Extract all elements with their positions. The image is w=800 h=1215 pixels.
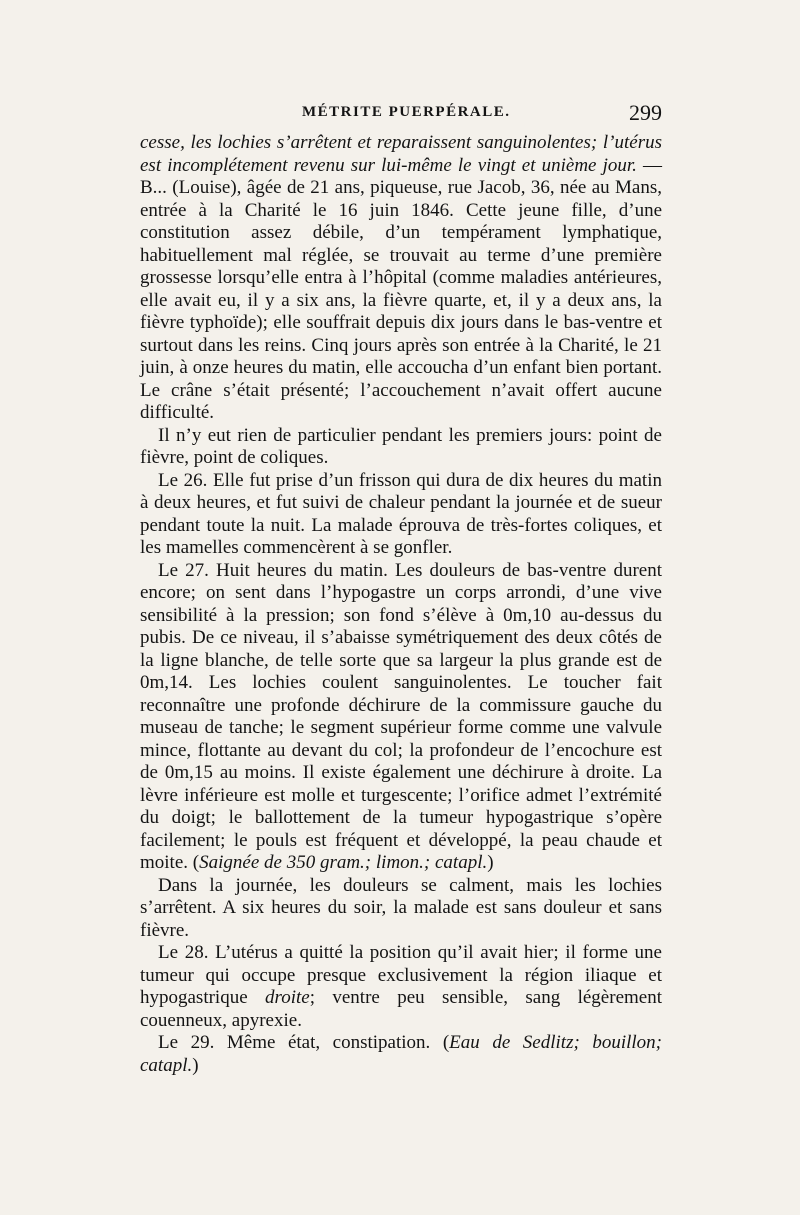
- running-title: MÉTRITE PUERPÉRALE.: [302, 104, 511, 120]
- paragraph-4-close: ): [487, 852, 494, 873]
- paragraph-6-close: ; ventre peu sensible, sang légèrement couenneux, apyrexie.: [140, 987, 662, 1031]
- body-text: [140, 132, 662, 1077]
- paragraph-3: [140, 470, 662, 560]
- page-number: 299: [629, 100, 662, 125]
- paragraph-2-text: Il n’y eut rien de particulier pendant les premiers jours: point de fièvre, point de coliques.: [140, 424, 662, 468]
- paragraph-7-close: ): [192, 1054, 199, 1076]
- paragraph-1-text: — B... (Louise), âgée de 21 ans, piqueuse, rue Jacob, 36, née au Mans, entrée à la Charité le 16 juin 1846. Cette jeune fille, d’une constitution assez débile, d’un tempérament lymphatique, habituellement mal réglée, se trouvait au terme d’une première grossesse lorsqu’elle entra à l’hôpital (comme maladies antérieures, elle avait eu, il y a six ans, la fièvre quarte, et, il y a deux ans, la fièvre typhoïde); elle souffrait depuis dix jours dans le bas-ventre et surtout dans les reins. Cinq jours après son entrée à la Charité, le 21 juin, à onze heures du matin, elle accoucha d’un enfant bien portant. Le crâne s’était présenté; l’accouchement n’avait offert aucune difficulté.: [140, 154, 663, 423]
- paragraph-4: [140, 560, 662, 875]
- paragraph-5-text: Dans la journée, les douleurs se calment, mais les lochies s’arrêtent. A six heures du soir, la malade est sans douleur et sans fièvre.: [140, 874, 662, 941]
- paragraph-6-italic-word: droite: [265, 987, 310, 1008]
- paragraph-2: [140, 425, 662, 470]
- paragraph-1-italic-lead: cesse, les lochies s’arrêtent et reparaissent sanguinolentes; l’utérus est incomplétement revenu sur lui-même le vingt et unième jour.: [140, 132, 662, 176]
- paragraph-6: [140, 942, 662, 1032]
- paragraph-7-text: Le 29. Même état, constipation. (: [158, 1032, 450, 1053]
- paragraph-6-text: Le 28. L’utérus a quitté la position qu’il avait hier; il forme une tumeur qui occupe presque exclusivement la région iliaque et hypogastrique: [140, 942, 662, 1008]
- paragraph-4-text: Le 27. Huit heures du matin. Les douleurs de bas-ventre durent encore; on sent dans l’hypogastre un corps arrondi, d’une vive sensibilité à la pression; son fond s’élève à 0m,10 au-dessus du pubis. De ce niveau, il s’abaisse symétriquement des deux côtés de la ligne blanche, de telle sorte que sa largeur la plus grande est de 0m,14. Les lochies coulent sanguinolentes. Le toucher fait reconnaître une profonde déchirure de la commissure gauche du museau de tanche; le segment supérieur forme comme une valvule mince, flottante au devant du col; la profondeur de l’encochure est de 0m,15 au moins. Il existe également une déchirure à droite. La lèvre inférieure est molle et turgescente; l’orifice admet l’extrémité du doigt; le ballottement de la tumeur hypogastrique s’opère facilement; le pouls est fréquent et développé, la peau chaude et moite. (: [140, 559, 662, 873]
- paragraph-3-text: Le 26. Elle fut prise d’un frisson qui dura de dix heures du matin à deux heures, et fut suivi de chaleur pendant la journée et de sueur pendant toute la nuit. La malade éprouva de très-fortes coliques, et les mamelles commencèrent à se gonfler.: [140, 469, 662, 558]
- paragraph-4-prescription: Saignée de 350 gram.; limon.; catapl.: [199, 852, 488, 873]
- running-header: [140, 100, 670, 134]
- paragraph-1: [140, 132, 662, 425]
- paragraph-7: [140, 1032, 662, 1077]
- paragraph-7-prescription: Eau de Sedlitz; bouillon; catapl.: [140, 1032, 662, 1076]
- paragraph-5: [140, 875, 662, 943]
